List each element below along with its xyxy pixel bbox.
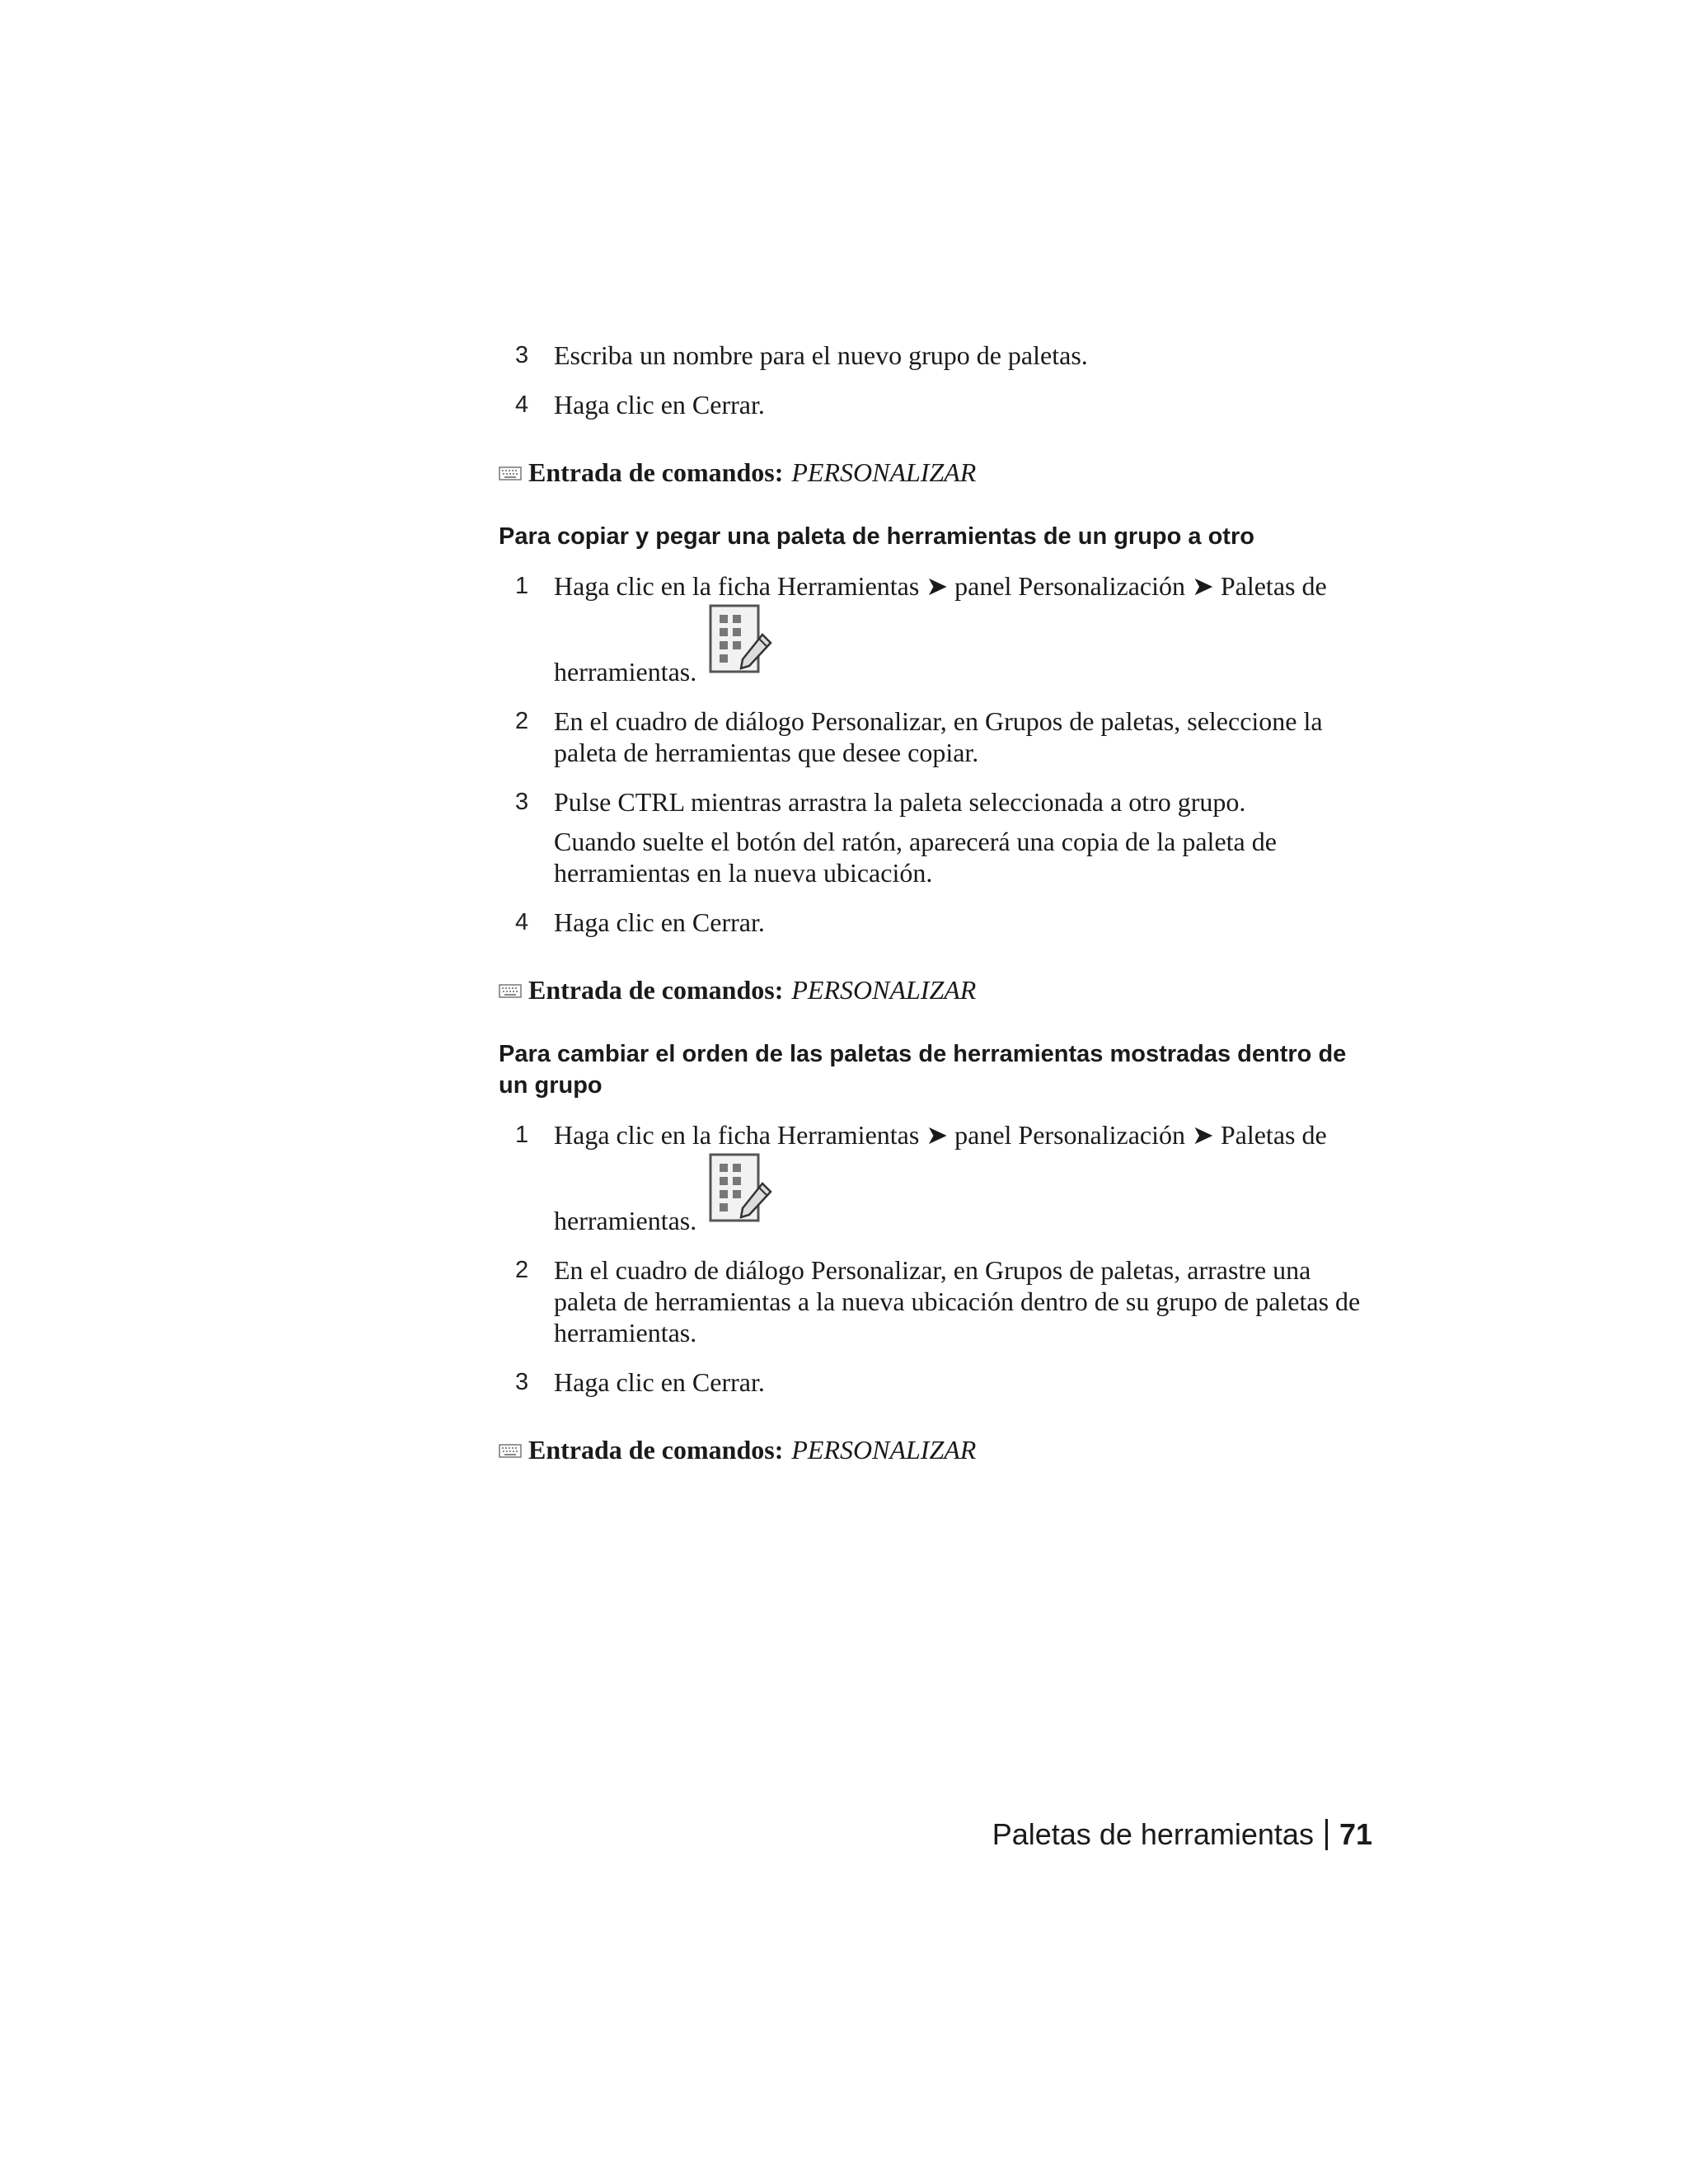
procedure-heading: Para cambiar el orden de las paletas de herramientas mostradas dentro de un grupo [499, 1041, 1347, 1099]
keyboard-icon [499, 457, 522, 488]
step-item [499, 705, 1372, 768]
step-text: En el cuadro de diálogo Personalizar, en Grupos de paletas, arrastre una paleta de herramientas a la nueva ubicación dentro de su grupo de paletas de herramientas. [554, 1255, 1361, 1347]
step-text: Haga clic en la ficha Herramientas ➤ panel Personalización ➤ Paletas de [554, 1120, 1327, 1150]
command-value: PERSONALIZAR [791, 1435, 977, 1465]
footer-section-title: Paletas de herramientas [992, 1817, 1314, 1851]
step-text: Haga clic en Cerrar. [554, 907, 765, 937]
keyboard-icon [499, 974, 522, 1005]
command-label: Entrada de comandos: [528, 975, 784, 1005]
step-text: Haga clic en Cerrar. [554, 390, 765, 419]
step-text-continued: herramientas. [554, 657, 697, 687]
procedure-heading: Para copiar y pegar una paleta de herramientas de un grupo a otro [499, 523, 1254, 550]
step-text: Pulse CTRL mientras arrastra la paleta seleccionada a otro grupo. [554, 787, 1246, 817]
step-item [499, 1119, 1372, 1236]
step-text: En el cuadro de diálogo Personalizar, en Grupos de paletas, seleccione la paleta de herramientas que desee copiar. [554, 706, 1323, 767]
step-number: 3 [515, 789, 529, 815]
step-text: Escriba un nombre para el nuevo grupo de paletas. [554, 340, 1088, 370]
step-item [499, 389, 1372, 420]
command-entry [499, 974, 1372, 1005]
page-content [499, 340, 1372, 1498]
command-value: PERSONALIZAR [791, 457, 977, 487]
step-text: Haga clic en Cerrar. [554, 1367, 765, 1397]
step-item [499, 786, 1372, 888]
step-item [499, 1366, 1372, 1398]
step-text: Haga clic en la ficha Herramientas ➤ panel Personalización ➤ Paletas de [554, 571, 1327, 601]
step-item [499, 570, 1372, 687]
page-number: 71 [1339, 1817, 1372, 1851]
footer-divider [1325, 1819, 1328, 1850]
step-number: 4 [515, 909, 529, 935]
tool-palettes-icon [708, 603, 774, 684]
step-number: 2 [515, 1257, 529, 1283]
step-number: 1 [515, 573, 529, 599]
step-number: 3 [515, 1369, 529, 1395]
step-number: 3 [515, 342, 529, 368]
page-footer [992, 1817, 1372, 1852]
command-label: Entrada de comandos: [528, 457, 784, 487]
command-value: PERSONALIZAR [791, 975, 977, 1005]
tool-palettes-icon [708, 1152, 774, 1233]
step-number: 1 [515, 1122, 529, 1148]
step-item [499, 1254, 1372, 1348]
step-item [499, 907, 1372, 938]
command-entry [499, 457, 1372, 488]
step-number: 4 [515, 391, 529, 418]
command-entry [499, 1434, 1372, 1465]
step-text-continued: herramientas. [554, 1206, 697, 1235]
keyboard-icon [499, 1434, 522, 1465]
step-item [499, 340, 1372, 371]
step-note: Cuando suelte el botón del ratón, aparecerá una copia de la paleta de herramientas en la nueva ubicación. [554, 827, 1277, 888]
command-label: Entrada de comandos: [528, 1435, 784, 1465]
step-number: 2 [515, 708, 529, 734]
